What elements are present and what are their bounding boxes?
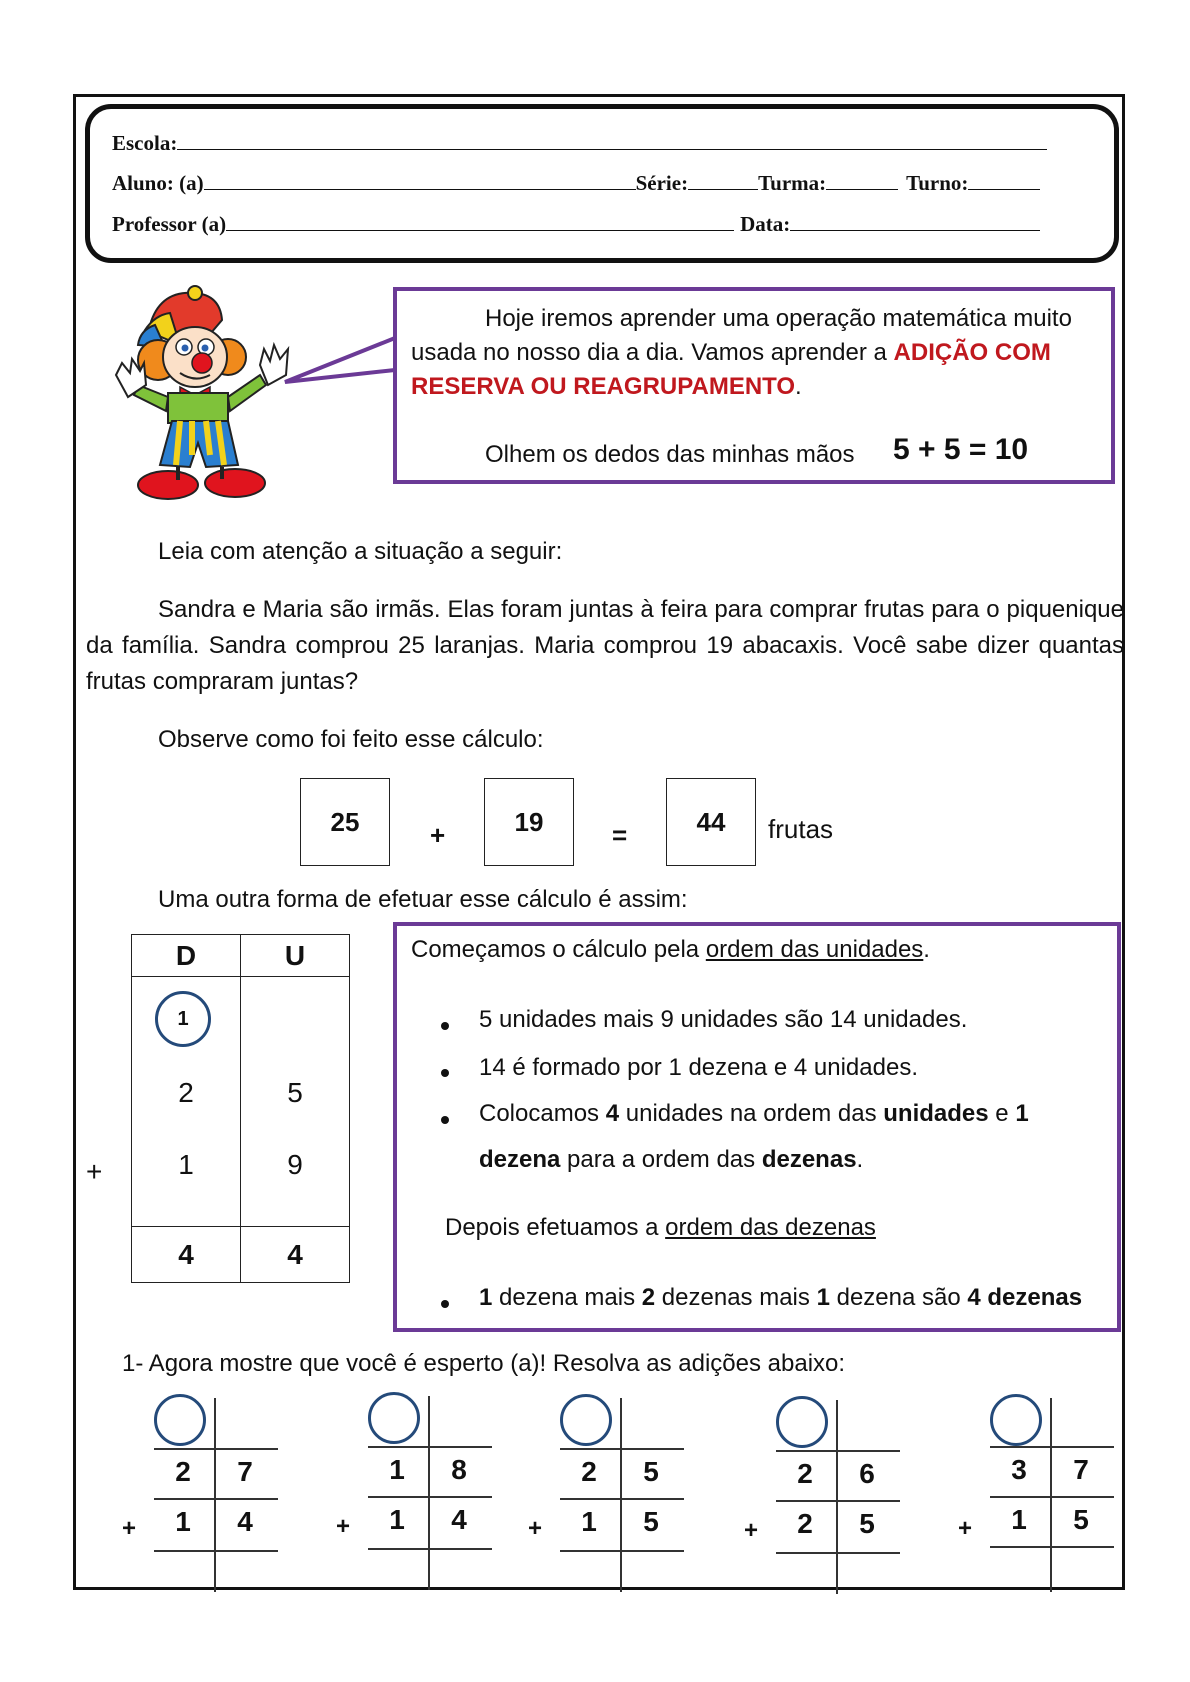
b3-part: . — [856, 1146, 864, 1173]
explain-start-underline: ordem das unidades — [705, 936, 924, 963]
bottom-tens: 1 — [389, 1504, 405, 1535]
speech-tail — [280, 330, 400, 390]
top-tens: 3 — [1011, 1454, 1027, 1485]
data-field[interactable] — [790, 210, 1040, 231]
carry-circle[interactable] — [154, 1394, 206, 1446]
turma-label: Turma: — [758, 171, 827, 195]
b4-part: 2 — [641, 1284, 656, 1311]
b4-part: 1 — [816, 1284, 830, 1311]
du-sum-d: 4 — [132, 1227, 241, 1283]
problem-4 — [744, 1396, 906, 1596]
b3-part: para a ordem das — [560, 1146, 762, 1173]
carry-circle: 1 — [155, 991, 211, 1047]
top-tens: 2 — [175, 1456, 191, 1487]
explanation-box — [393, 922, 1121, 1332]
top-tens: 2 — [581, 1456, 597, 1487]
bullet-dot — [441, 1022, 449, 1030]
row-line — [368, 1496, 492, 1498]
professor-row — [112, 210, 1040, 236]
du-row1-u: 5 — [287, 1077, 303, 1108]
du-table — [131, 934, 350, 1283]
b3-part: 4 — [605, 1100, 620, 1127]
bottom-units: 4 — [451, 1504, 467, 1535]
explain-bullet-2: 14 é formado por 1 dezena e 4 unidades. — [479, 1054, 918, 1081]
explain-start-end: . — [923, 936, 930, 963]
speech-highlight-1: ADIÇÃO COM — [893, 339, 1051, 366]
row-line — [990, 1496, 1114, 1498]
b3-part: dezena — [479, 1146, 561, 1173]
problem-3 — [528, 1394, 690, 1594]
b3-part: dezenas — [761, 1146, 857, 1173]
bottom-tens: 1 — [1011, 1504, 1027, 1535]
escola-row — [112, 129, 1047, 155]
column-divider — [620, 1398, 622, 1592]
plus-sign: + — [958, 1515, 973, 1542]
explain-start — [411, 936, 930, 964]
row-line — [154, 1448, 278, 1450]
top-units: 8 — [451, 1454, 467, 1485]
top-units: 7 — [237, 1456, 253, 1487]
aluno-label: Aluno: (a) — [112, 171, 204, 195]
b4-part: 1 — [479, 1284, 493, 1311]
problem-5 — [958, 1394, 1120, 1594]
explain-then-text: Depois efetuamos a — [445, 1214, 666, 1241]
problem-2 — [336, 1392, 498, 1592]
row-line — [560, 1550, 684, 1552]
professor-field[interactable] — [226, 210, 734, 231]
row-line — [990, 1546, 1114, 1548]
explain-bullet-1: 5 unidades mais 9 unidades são 14 unidades. — [479, 1006, 968, 1033]
top-units: 7 — [1073, 1454, 1089, 1485]
exercise-title: 1- Agora mostre que você é esperto (a)! Resolva as adições abaixo: — [122, 1350, 846, 1377]
clown-illustration — [110, 285, 310, 515]
row-line — [560, 1498, 684, 1500]
b3-part: unidades na ordem das — [619, 1100, 884, 1127]
explain-bullet-3-cont — [479, 1146, 863, 1174]
du-body-u — [241, 977, 350, 1227]
speech-line-2-text: usada no nosso dia a dia. Vamos aprender a — [411, 339, 894, 366]
speech-box — [393, 287, 1115, 484]
explain-then — [445, 1214, 876, 1242]
top-tens: 2 — [797, 1458, 813, 1489]
escola-label: Escola: — [112, 131, 178, 155]
speech-line-2 — [411, 339, 1051, 367]
speech-line-1: Hoje iremos aprender uma operação matemática muito — [485, 305, 1072, 332]
b4-part: dezena mais — [492, 1284, 642, 1311]
story-paragraph: Sandra e Maria são irmãs. Elas foram juntas à feira para comprar frutas para o piquenique da família. Sandra comprou 25 laranjas. Maria comprou 19 abacaxis. Você sabe dizer quantas frutas compraram juntas? — [86, 596, 1124, 695]
b3-part: Colocamos — [479, 1100, 606, 1127]
bottom-units: 4 — [237, 1506, 253, 1537]
du-row2-u: 9 — [287, 1149, 303, 1180]
plus-sign: + — [122, 1515, 137, 1542]
carry-circle[interactable] — [368, 1392, 420, 1444]
row-line — [990, 1446, 1114, 1448]
du-head-u: U — [241, 935, 350, 977]
data-label: Data: — [740, 212, 791, 236]
speech-line-3 — [411, 373, 802, 401]
bottom-tens: 1 — [175, 1506, 191, 1537]
serie-field[interactable] — [688, 169, 758, 190]
b4-part: dezenas mais — [655, 1284, 817, 1311]
du-row2-d: 1 — [178, 1149, 194, 1180]
bottom-units: 5 — [859, 1508, 875, 1539]
explain-then-underline: ordem das dezenas — [665, 1214, 876, 1241]
turma-field[interactable] — [826, 169, 898, 190]
fingers-equation: 5 + 5 = 10 — [893, 433, 1029, 466]
b3-part: 1 — [1015, 1100, 1029, 1127]
b4-part: 4 dezenas — [967, 1284, 1083, 1311]
turno-label: Turno: — [906, 171, 969, 195]
row-line — [776, 1500, 900, 1502]
column-divider — [214, 1398, 216, 1592]
column-divider — [1050, 1398, 1052, 1592]
bullet-dot — [441, 1300, 449, 1308]
du-body-d — [132, 977, 241, 1227]
professor-label: Professor (a) — [112, 212, 227, 236]
top-units: 6 — [859, 1458, 875, 1489]
row-line — [154, 1498, 278, 1500]
intro-text: Leia com atenção a situação a seguir: — [158, 538, 563, 565]
du-head-d: D — [132, 935, 241, 977]
row-line — [776, 1552, 900, 1554]
speech-highlight-2: RESERVA OU REAGRUPAMENTO — [411, 373, 796, 400]
problem-1 — [122, 1394, 284, 1594]
equation-box-a: 25 — [300, 778, 390, 866]
b3-part: e — [988, 1100, 1016, 1127]
bullet-dot — [441, 1069, 449, 1077]
top-units: 5 — [643, 1456, 659, 1487]
bottom-units: 5 — [1073, 1504, 1089, 1535]
du-plus-sign: + — [86, 1156, 103, 1187]
explain-start-text: Começamos o cálculo pela — [411, 936, 706, 963]
escola-field[interactable] — [177, 129, 1047, 150]
bottom-tens: 1 — [581, 1506, 597, 1537]
bottom-tens: 2 — [797, 1508, 813, 1539]
row-line — [776, 1450, 900, 1452]
fingers-text: Olhem os dedos das minhas mãos — [485, 441, 855, 468]
row-line — [560, 1448, 684, 1450]
aluno-field[interactable] — [204, 169, 636, 190]
plus-sign: + — [528, 1515, 543, 1542]
row-line — [368, 1548, 492, 1550]
bottom-units: 5 — [643, 1506, 659, 1537]
b3-part: unidades — [883, 1100, 989, 1127]
equation-equals: = — [612, 820, 628, 850]
carry-circle[interactable] — [560, 1394, 612, 1446]
row-line — [154, 1550, 278, 1552]
top-tens: 1 — [389, 1454, 405, 1485]
other-way-text: Uma outra forma de efetuar esse cálculo é assim: — [158, 886, 688, 913]
plus-sign: + — [336, 1513, 351, 1540]
plus-sign: + — [744, 1517, 759, 1544]
column-divider — [836, 1400, 838, 1594]
observe-text: Observe como foi feito esse cálculo: — [158, 726, 544, 753]
serie-label: Série: — [635, 171, 689, 195]
equation-box-b: 19 — [484, 778, 574, 866]
du-sum-u: 4 — [241, 1227, 350, 1283]
bullet-dot — [441, 1116, 449, 1124]
row-line — [368, 1446, 492, 1448]
turno-field[interactable] — [968, 169, 1040, 190]
equation-box-result: 44 — [666, 778, 756, 866]
du-row1-d: 2 — [178, 1077, 194, 1108]
speech-line-3-end: . — [795, 373, 802, 400]
explain-bullet-4 — [479, 1284, 1082, 1312]
column-divider — [428, 1396, 430, 1590]
carry-circle[interactable] — [776, 1396, 828, 1448]
carry-circle[interactable] — [990, 1394, 1042, 1446]
header-form — [85, 104, 1119, 263]
equation-unit: frutas — [768, 814, 834, 844]
equation-plus: + — [430, 820, 446, 850]
aluno-row — [112, 169, 1040, 195]
explain-bullet-3 — [479, 1100, 1029, 1128]
b4-part: dezena são — [829, 1284, 968, 1311]
